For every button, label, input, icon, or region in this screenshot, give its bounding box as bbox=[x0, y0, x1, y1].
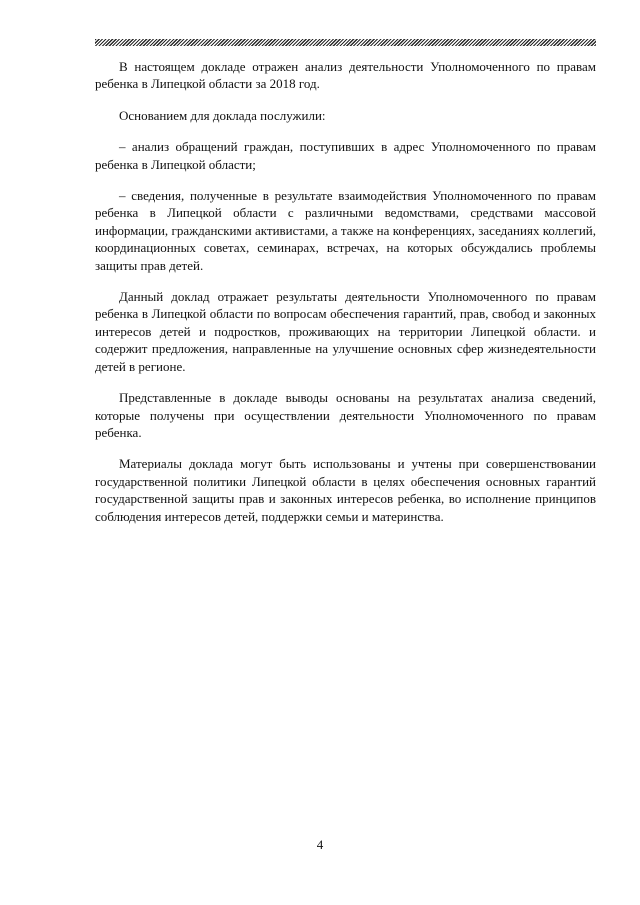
paragraph-conclusions: Представленные в докладе выводы основаны на результатах анализа сведений, которые получены при осуществлении деятельности Уполномоченного по правам ребенка. bbox=[95, 390, 596, 440]
paragraph-intro: В настоящем докладе отражен анализ деятельности Уполномоченного по правам ребенка в Липецкой области за 2018 год. bbox=[95, 59, 596, 92]
paragraph-basis-item-appeals: – анализ обращений граждан, поступивших в адрес Уполномоченного по правам ребенка в Липецкой области; bbox=[95, 139, 596, 172]
paragraph-basis-item-interaction: – сведения, полученные в результате взаимодействия Уполномоченного по правам ребенка в Липецкой области с различными ведомствами, средствами массовой информации, гражданскими активистами, а также на конференциях, заседаниях коллегий, координационных советах, семинарах, встречах, на которых обсуждались проблемы защиты прав детей. bbox=[95, 188, 596, 273]
page-number: 4 bbox=[316, 837, 324, 852]
document-body bbox=[95, 58, 596, 539]
paragraph-basis: Основанием для доклада послужили: bbox=[119, 107, 326, 123]
paragraph-results: Данный доклад отражает результаты деятельности Уполномоченного по правам ребенка в Липецкой области по вопросам обеспечения гарантий, прав, свобод и законных интересов детей и подростков, проживающих на территории Липецкой области. и содержит предложения, направленные на улучшение основных сфер жизнедеятельности детей в регионе. bbox=[95, 289, 596, 374]
paragraph-materials: Материалы доклада могут быть использованы и учтены при совершенствовании государственной политики Липецкой области в целях обеспечения основных гарантий государственной защиты прав и законных интересов ребенка, во исполнение принципов соблюдения интересов детей, поддержки семьи и материнства. bbox=[95, 456, 596, 524]
header-rule bbox=[95, 39, 596, 46]
